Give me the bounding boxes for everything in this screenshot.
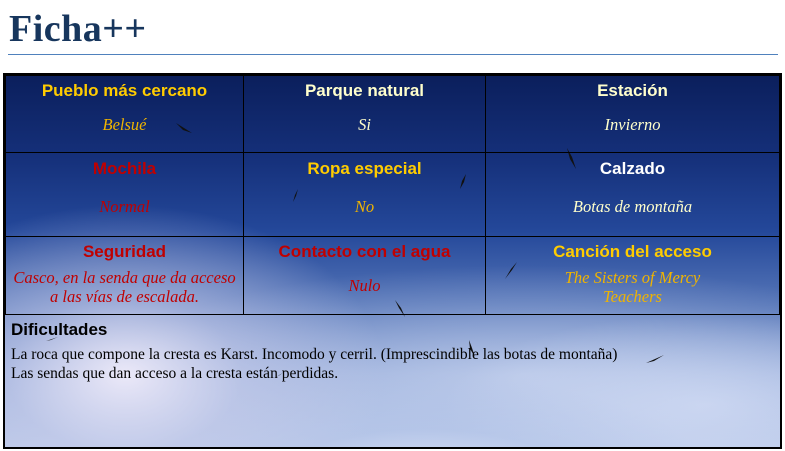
dificultades-line: Las sendas que dan acceso a la cresta están perdidas. xyxy=(11,365,339,382)
cell-label: Contacto con el agua xyxy=(278,242,451,261)
title-underline xyxy=(8,54,778,55)
cell-label: Calzado xyxy=(599,159,666,178)
cell-value: Botas de montaña xyxy=(572,197,693,216)
grid-row xyxy=(6,76,780,153)
cell-label: Mochila xyxy=(92,159,157,178)
dificultades-section xyxy=(5,316,780,447)
cell-value: Si xyxy=(358,115,371,134)
cell-label: Pueblo más cercano xyxy=(41,81,208,100)
cell-value: No xyxy=(354,197,375,216)
cell-label: Ropa especial xyxy=(307,159,422,178)
cell-value: Casco, en la senda que da acceso a las vías de escalada. xyxy=(13,268,236,306)
cell-parque xyxy=(244,76,486,153)
cell-label: Estación xyxy=(597,81,668,100)
cell-pueblo xyxy=(6,76,244,153)
cell-value: The Sisters of Mercy Teachers xyxy=(564,268,701,306)
info-grid xyxy=(5,75,780,315)
page-title: Ficha++ xyxy=(9,8,147,50)
cell-label: Seguridad xyxy=(82,242,167,261)
cell-label: Canción del acceso xyxy=(553,242,712,261)
cell-estacion xyxy=(486,76,780,153)
cell-value: Normal xyxy=(99,197,150,216)
cell-value: Belsué xyxy=(102,115,147,134)
dificultades-text xyxy=(11,345,617,383)
dificultades-line: La roca que compone la cresta es Karst. Incomodo y cerril. (Imprescindible las botas de montaña) xyxy=(11,346,618,363)
grid-row xyxy=(6,153,780,237)
grid-row xyxy=(6,237,780,315)
cell-mochila xyxy=(6,153,244,237)
dificultades-title: Dificultades xyxy=(11,320,108,339)
info-card xyxy=(3,73,782,449)
cell-agua xyxy=(244,237,486,315)
cell-label: Parque natural xyxy=(304,81,425,100)
cell-value: Invierno xyxy=(604,115,661,134)
cell-calzado xyxy=(486,153,780,237)
cell-value: Nulo xyxy=(348,276,381,295)
cell-cancion xyxy=(486,237,780,315)
cell-ropa xyxy=(244,153,486,237)
cell-seguridad xyxy=(6,237,244,315)
